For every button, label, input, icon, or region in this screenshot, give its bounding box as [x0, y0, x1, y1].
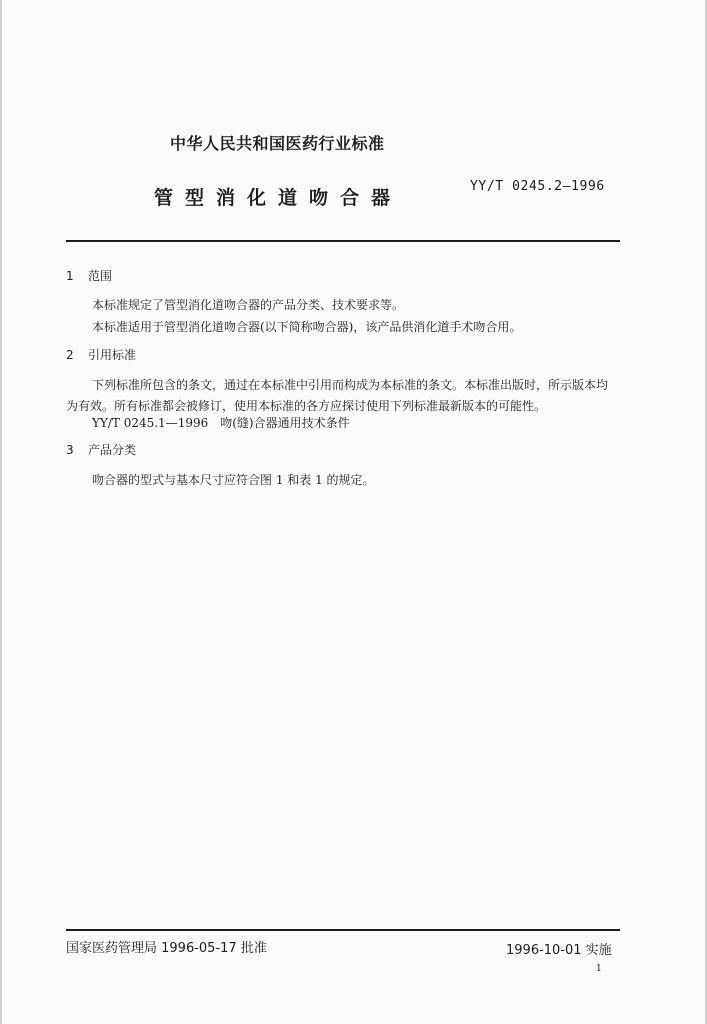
section-2-reference: YY/T 0245.1—1996 吻(缝)合器通用技术条件: [92, 416, 350, 430]
scan-left-edge: [0, 0, 2, 1024]
document-title: 管型消化道吻合器: [154, 187, 403, 209]
header-rule: [66, 240, 620, 242]
section-3-title: 产品分类: [88, 443, 137, 457]
footer-rule: [66, 929, 620, 931]
section-1-title: 范围: [88, 269, 113, 283]
section-2-number: 2: [66, 348, 74, 362]
effective-date-line: 1996-10-01 实施: [506, 943, 612, 958]
section-3-heading: [66, 441, 136, 458]
page-number: 1: [596, 964, 602, 974]
standard-body-header: 中华人民共和国医药行业标准: [170, 134, 385, 153]
section-2-heading: [66, 346, 136, 363]
section-2-paragraph-line-1: 下列标准所包含的条文，通过在本标准中引用而构成为本标准的条文。本标准出版时，所示版本均: [92, 378, 609, 392]
section-2-paragraph-line-2: 为有效。所有标准都会被修订，使用本标准的各方应探讨使用下列标准最新版本的可能性。: [66, 399, 547, 413]
section-1-paragraph-2: 本标准适用于管型消化道吻合器(以下简称吻合器)，该产品供消化道手术吻合用。: [92, 320, 522, 334]
section-1-heading: [66, 267, 112, 284]
approval-line: 国家医药管理局 1996-05-17 批准: [66, 941, 267, 956]
section-3-paragraph-1: 吻合器的型式与基本尺寸应符合图 1 和表 1 的规定。: [92, 473, 375, 487]
section-3-number: 3: [66, 443, 74, 457]
section-2-title: 引用标准: [88, 348, 137, 362]
section-1-paragraph-1: 本标准规定了管型消化道吻合器的产品分类、技术要求等。: [92, 298, 405, 312]
section-1-number: 1: [66, 269, 74, 283]
standard-number: YY/T 0245.2—1996: [470, 179, 605, 194]
